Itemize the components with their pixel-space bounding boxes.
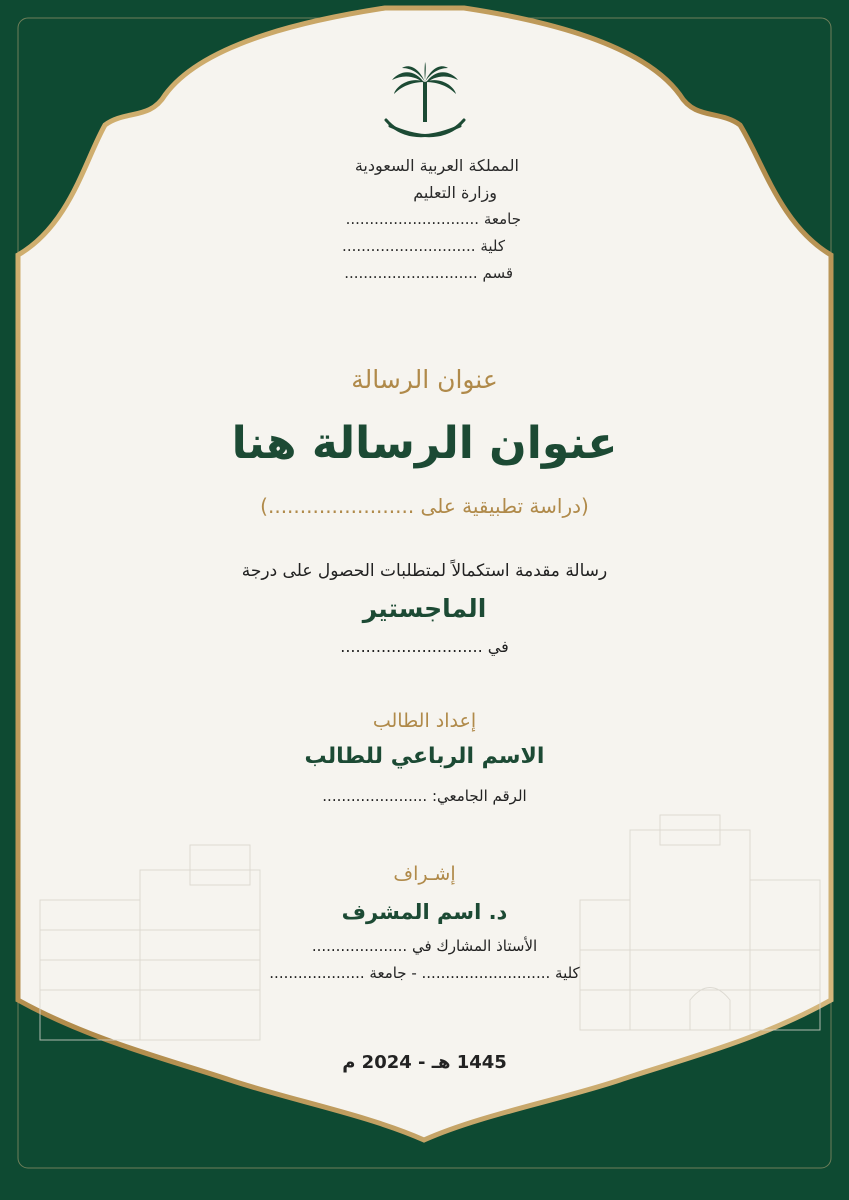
supervisor-label: إشـراف bbox=[393, 863, 456, 885]
student-name: الاسم الرباعي للطالب bbox=[304, 744, 545, 769]
department-field: قسم ............................ bbox=[344, 264, 513, 282]
student-id: الرقم الجامعي: ...................... bbox=[322, 787, 527, 805]
degree-field: في ............................ bbox=[340, 637, 509, 656]
supervisor-title: الأستاذ المشارك في .................... bbox=[311, 937, 538, 955]
supervisor-affiliation: كلية ........................... - جامعة .................... bbox=[269, 964, 580, 982]
university-field: جامعة ............................ bbox=[345, 210, 521, 228]
thesis-title-label: عنوان الرسالة bbox=[351, 365, 498, 394]
ministry-name: وزارة التعليم bbox=[413, 183, 497, 202]
student-label: إعداد الطالب bbox=[372, 710, 477, 732]
kingdom-name: المملكة العربية السعودية bbox=[354, 156, 519, 175]
thesis-title: عنوان الرسالة هنا bbox=[231, 418, 618, 469]
degree-name: الماجستير bbox=[362, 594, 487, 623]
date: 1445 هـ - 2024 م bbox=[342, 1052, 507, 1073]
college-field: كلية ............................ bbox=[342, 237, 505, 255]
thesis-subtitle: (دراسة تطبيقية على .......................) bbox=[260, 494, 589, 518]
supervisor-name: د. اسم المشرف bbox=[341, 900, 508, 924]
submission-text: رسالة مقدمة استكمالاً لمتطلبات الحصول على درجة bbox=[241, 561, 608, 581]
